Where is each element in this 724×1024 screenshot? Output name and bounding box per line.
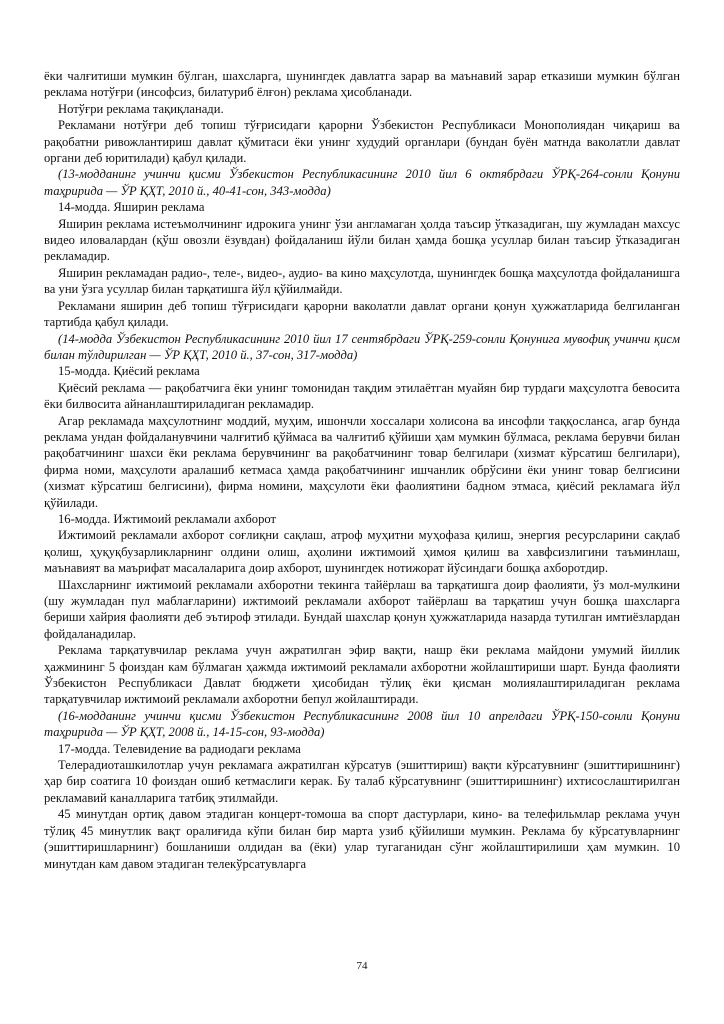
page-number: 74	[356, 960, 368, 972]
article-heading: 17-модда. Телевидение ва радиодаги реклама	[58, 741, 301, 756]
paragraph: Телерадиоташкилотлар учун рекламага ажратилган кўрсатув (эшиттириш) вақти кўрсатувнинг (эшиттиришнинг) ҳар бир соатига 10 фоиздан ошиб кетмаслиги керак. Бу талаб кўрсатувнинг (эшиттиришнинг) ихтисослаштирилган рекламавий каналларига татбиқ этилмайди.	[44, 758, 680, 805]
paragraph: Ижтимоий рекламали ахборот соғлиқни сақлаш, атроф муҳитни муҳофаза қилиш, энергия ресурсларини сақлаб қолиш, ҳуқуқбузарликларнинг олдини олиш, аҳолини ижтимоий ҳимоя қилиш ва хавфсизлигини таъминлаш, маънавият ва маърифат масалаларига доир ахборот, шунингдек нотижорат йўсиндаги бошқа ахборотдир.	[44, 528, 680, 576]
paragraph: Яширин рекламадан радио-, теле-, видео-, аудио- ва кино маҳсулотда, шунингдек бошқа маҳсулотда фойдаланишга ва уни ўзга усуллар билан тарқатишга йўл қўйилмайди.	[44, 265, 680, 297]
paragraph: Шахсларнинг ижтимоий рекламали ахборотни текинга тайёрлаш ва тарқатишга доир фаолияти, ўз мол-мулкини (шу жумладан пул маблағларини) ижтимоий рекламали ахборот тайёрлаш ва тарқатиш учун бошқа шахсларга бериши хайрия фаолияти деб эътироф этилади. Бундай шахслар қонун ҳужжатларида назарда тутилган имтиёзлардан фойдаланадилар.	[44, 577, 680, 641]
paragraph: Нотўғри реклама тақиқланади.	[58, 101, 224, 116]
article-heading: 15-модда. Қиёсий реклама	[58, 364, 200, 379]
amendment-note: (13-модданинг учинчи қисми Ўзбекистон Республикасининг 2010 йил 6 октябрдаги ЎРҚ-264-сонли Қонуни таҳририда — ЎР ҚҲТ, 2010 й., 40-41-сон, 343-модда)	[44, 167, 680, 198]
paragraph: Рекламани яширин деб топиш тўғрисидаги қарорни ваколатли давлат органи қонун ҳужжатларида белгиланган тартибда қабул қилади.	[44, 298, 680, 330]
paragraph: 45 минутдан ортиқ давом этадиган концерт-томоша ва спорт дастурлари, кино- ва телефильмлар реклама учун тўлиқ 45 минутлик вақт оралиғида кўпи билан бир марта узиб қўйилиши мумкин. Рекламa бу кўрсатувларнинг (эшиттиришларнинг) бошланиши олдидан ва (ёки) улар тугаганидан сўнг жойлаштирилиши ҳам мумкин. 10 минутдан кам давом этадиган телекўрсатувларга	[44, 807, 680, 871]
article-heading: 14-модда. Яширин реклама	[58, 200, 205, 215]
paragraph: Агар рекламада маҳсулотнинг моддий, муҳим, ишончли хоссалари холисона ва инсофли таққосланса, агар бунда реклама ундан фойдаланувчини чалғитиб қўймаса ва чалғитиб қўйиши ҳам мумкин бўлмаса, реклама берувчи билан рақобатчининг шахси ёки реклама берувчининг ва рақобатчининг товар белгилари (хизмат кўрсатиш белгилари), фирма номи, маҳсулоти аралашиб кетмаса ҳамда рақобатчининг ишчанлик обрўсини ёки унинг товар белгисини (хизмат кўрсатиш белгисини), фирма номини, маҳсулоти ёки фаолиятини бадном этмаса, қиёсий рекламага йўл қўйилади.	[44, 413, 680, 510]
paragraph: Яширин реклама истеъмолчининг идрокига унинг ўзи англамаган ҳолда таъсир ўтказадиган, шу жумладан махсус видео иловалардан (қўш овозли ёзувдан) фойдаланиш йўли билан ҳамда бошқа усуллар билан таъсир ўтказадиган рекламадир.	[44, 216, 680, 264]
paragraph: Реклама тарқатувчилар реклама учун ажратилган эфир вақти, нашр ёки реклама майдони умумий йиллик ҳажмининг 5 фоиздан кам бўлмаган ҳажмда ижтимоий рекламали ахборотни жойлаштириши шарт. Бунда фаолияти Ўзбекистон Республикаси Давлат бюджети ҳисобидан тўлиқ ёки қисман молиялаштириладиган реклама тарқатувчилар ижтимоий рекламали ахборотни бепул жойлаштиради.	[44, 643, 680, 707]
paragraph: Қиёсий реклама — рақобатчига ёки унинг томонидан тақдим этилаётган муайян бир турдаги маҳсулотга бевосита ёки билвосита айнанлаштириладиган рекламадир.	[44, 380, 680, 412]
paragraph-continued: ёки чалғитиши мумкин бўлган, шахсларга, шунингдек давлатга зарар ва маънавий зарар етказиши мумкин бўлган реклама нотўғри (инсофсиз, билатуриб ёлғон) реклама ҳисобланади.	[44, 69, 680, 100]
amendment-note: (14-модда Ўзбекистон Республикасининг 2010 йил 17 сентябрдаги ЎРҚ-259-сонли Қонунига мувофиқ учинчи қисм билан тўлдирилган — ЎР ҚҲТ, 2010 й., 37-сон, 317-модда)	[44, 331, 680, 362]
paragraph: Рекламани нотўғри деб топиш тўғрисидаги қарорни Ўзбекистон Республикаси Монополиядан чиқариш ва рақобатни ривожлантириш давлат қўмитаси ёки унинг худудий органлари (бундан буён матнда ваколатли давлат органи деб юритилади) қабул қилади.	[44, 118, 680, 166]
document-body	[44, 68, 680, 872]
amendment-note: (16-модданинг учинчи қисми Ўзбекистон Республикасининг 2008 йил 10 апрелдаги ЎРҚ-150-сонли Қонуни таҳририда — ЎР ҚҲТ, 2008 й., 14-15-сон, 93-модда)	[44, 708, 680, 740]
article-heading: 16-модда. Ижтимоий рекламали ахборот	[58, 511, 277, 526]
